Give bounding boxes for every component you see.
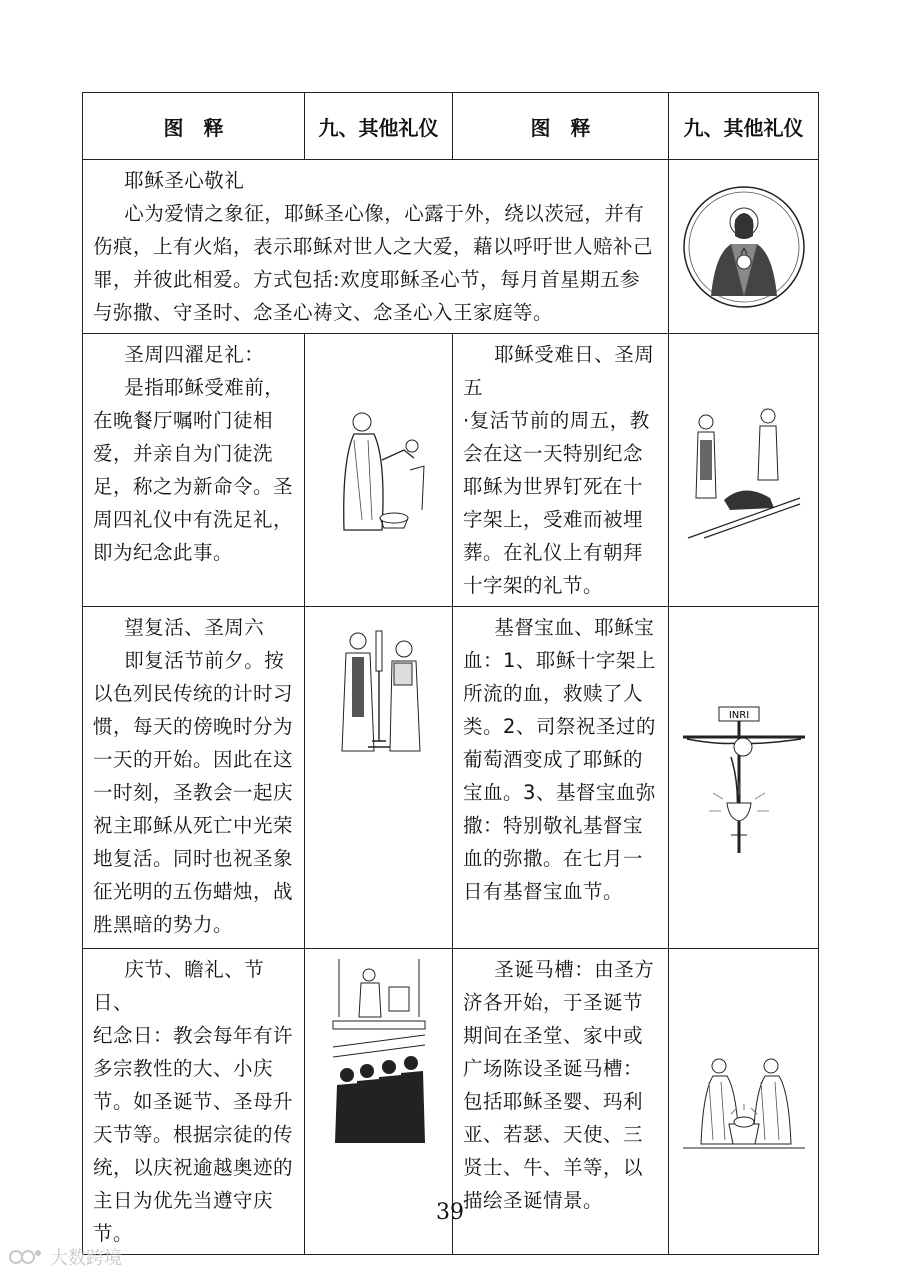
- easter-vigil-image: [324, 621, 434, 761]
- foot-washing-image: [324, 400, 434, 540]
- header-col2: 九、其他礼仪: [305, 93, 453, 160]
- precious-blood-cell: [669, 607, 819, 949]
- entry-body: 纪念日：教会每年有许多宗教性的大、小庆节。如圣诞节、圣母升天节等。根据宗徒的传统，以庆祝逾越奥迹的主日为优先当遵守庆节。: [93, 1024, 294, 1245]
- entry-body: 心为爱情之象征，耶稣圣心像，心露于外，绕以茨冠，并有伤痕，上有火焰，表示耶稣对世人之大爱，藉以呼吁世人赔补己罪，并彼此相爱。方式包括:欢度耶稣圣心节，每月首星期五参与弥撒、守圣时、念圣心祷文、念圣心入王家庭等。: [93, 202, 654, 324]
- entry-body: 即复活节前夕。按以色列民传统的计时习惯，每天的傍晚时分为一天的开始。因此在这一时刻，圣教会一起庆祝主耶稣从死亡中光荣地复活。同时也祝圣象征光明的五伤蜡烛，战胜黑暗的势力。: [93, 649, 294, 936]
- entry-body: 是指耶稣受难前，在晚餐厅嘱咐门徒相爱，并亲自为门徒洗足，称之为新命令。圣周四礼仪中有洗足礼，即为纪念此事。: [93, 376, 294, 564]
- entry-title: 庆节、瞻礼、节日、: [93, 958, 265, 1014]
- table-row: [83, 334, 819, 607]
- header-col1: 图 释: [83, 93, 305, 160]
- sacred-heart-text: [83, 160, 669, 334]
- entry-title: 耶稣受难日、圣周五: [463, 343, 655, 399]
- good-friday-image: [684, 400, 804, 540]
- page-number: 39: [436, 1200, 464, 1225]
- watermark-logo-icon: [8, 1247, 44, 1267]
- sacred-heart-cell: [669, 160, 819, 334]
- header-col4: 九、其他礼仪: [669, 93, 819, 160]
- foot-washing-cell: [305, 334, 453, 607]
- entry-title: 圣周四濯足礼：: [124, 343, 265, 366]
- sacred-heart-image: [681, 184, 807, 310]
- good-friday-text: [453, 334, 669, 607]
- easter-vigil-cell: [305, 607, 453, 949]
- precious-blood-image: [679, 703, 809, 853]
- inri-sign: INRI: [728, 709, 749, 721]
- entry-title: 耶稣圣心敬礼: [124, 169, 245, 192]
- nativity-scene-image: [679, 1052, 809, 1152]
- header-row: [83, 93, 819, 160]
- table-row: [83, 160, 819, 334]
- table-row: [83, 607, 819, 949]
- entry-body: 济各开始，于圣诞节期间在圣堂、家中或广场陈设圣诞马槽：包括耶稣圣婴、玛利亚、若瑟、天使、三贤士、牛、羊等，以描绘圣诞情景。: [463, 991, 644, 1212]
- good-friday-cell: [669, 334, 819, 607]
- entry-body: 血：1、耶稣十字架上所流的血，救赎了人类。2、司祭祝圣过的葡萄酒变成了耶稣的宝血。3、基督宝血弥撒：特别敬礼基督宝血的弥撒。在七月一日有基督宝血节。: [463, 649, 656, 903]
- header-col3: 图 释: [453, 93, 669, 160]
- maundy-thursday-text: [83, 334, 305, 607]
- watermark: [8, 1244, 122, 1270]
- entry-title: 望复活、圣周六: [124, 616, 265, 639]
- liturgy-table: [82, 92, 819, 1255]
- easter-vigil-text: [83, 607, 305, 949]
- feast-mass-image: [329, 957, 429, 1143]
- watermark-text: 大数跨境: [50, 1248, 122, 1269]
- precious-blood-text: [453, 607, 669, 949]
- entry-title: 基督宝血、耶稣宝: [494, 616, 655, 639]
- entry-title: 圣诞马槽：由圣方: [494, 958, 655, 981]
- entry-body: ·复活节前的周五，教会在这一天特别纪念耶稣为世界钉死在十字架上，受难而被埋葬。在礼仪上有朝拜十字架的礼节。: [463, 409, 650, 597]
